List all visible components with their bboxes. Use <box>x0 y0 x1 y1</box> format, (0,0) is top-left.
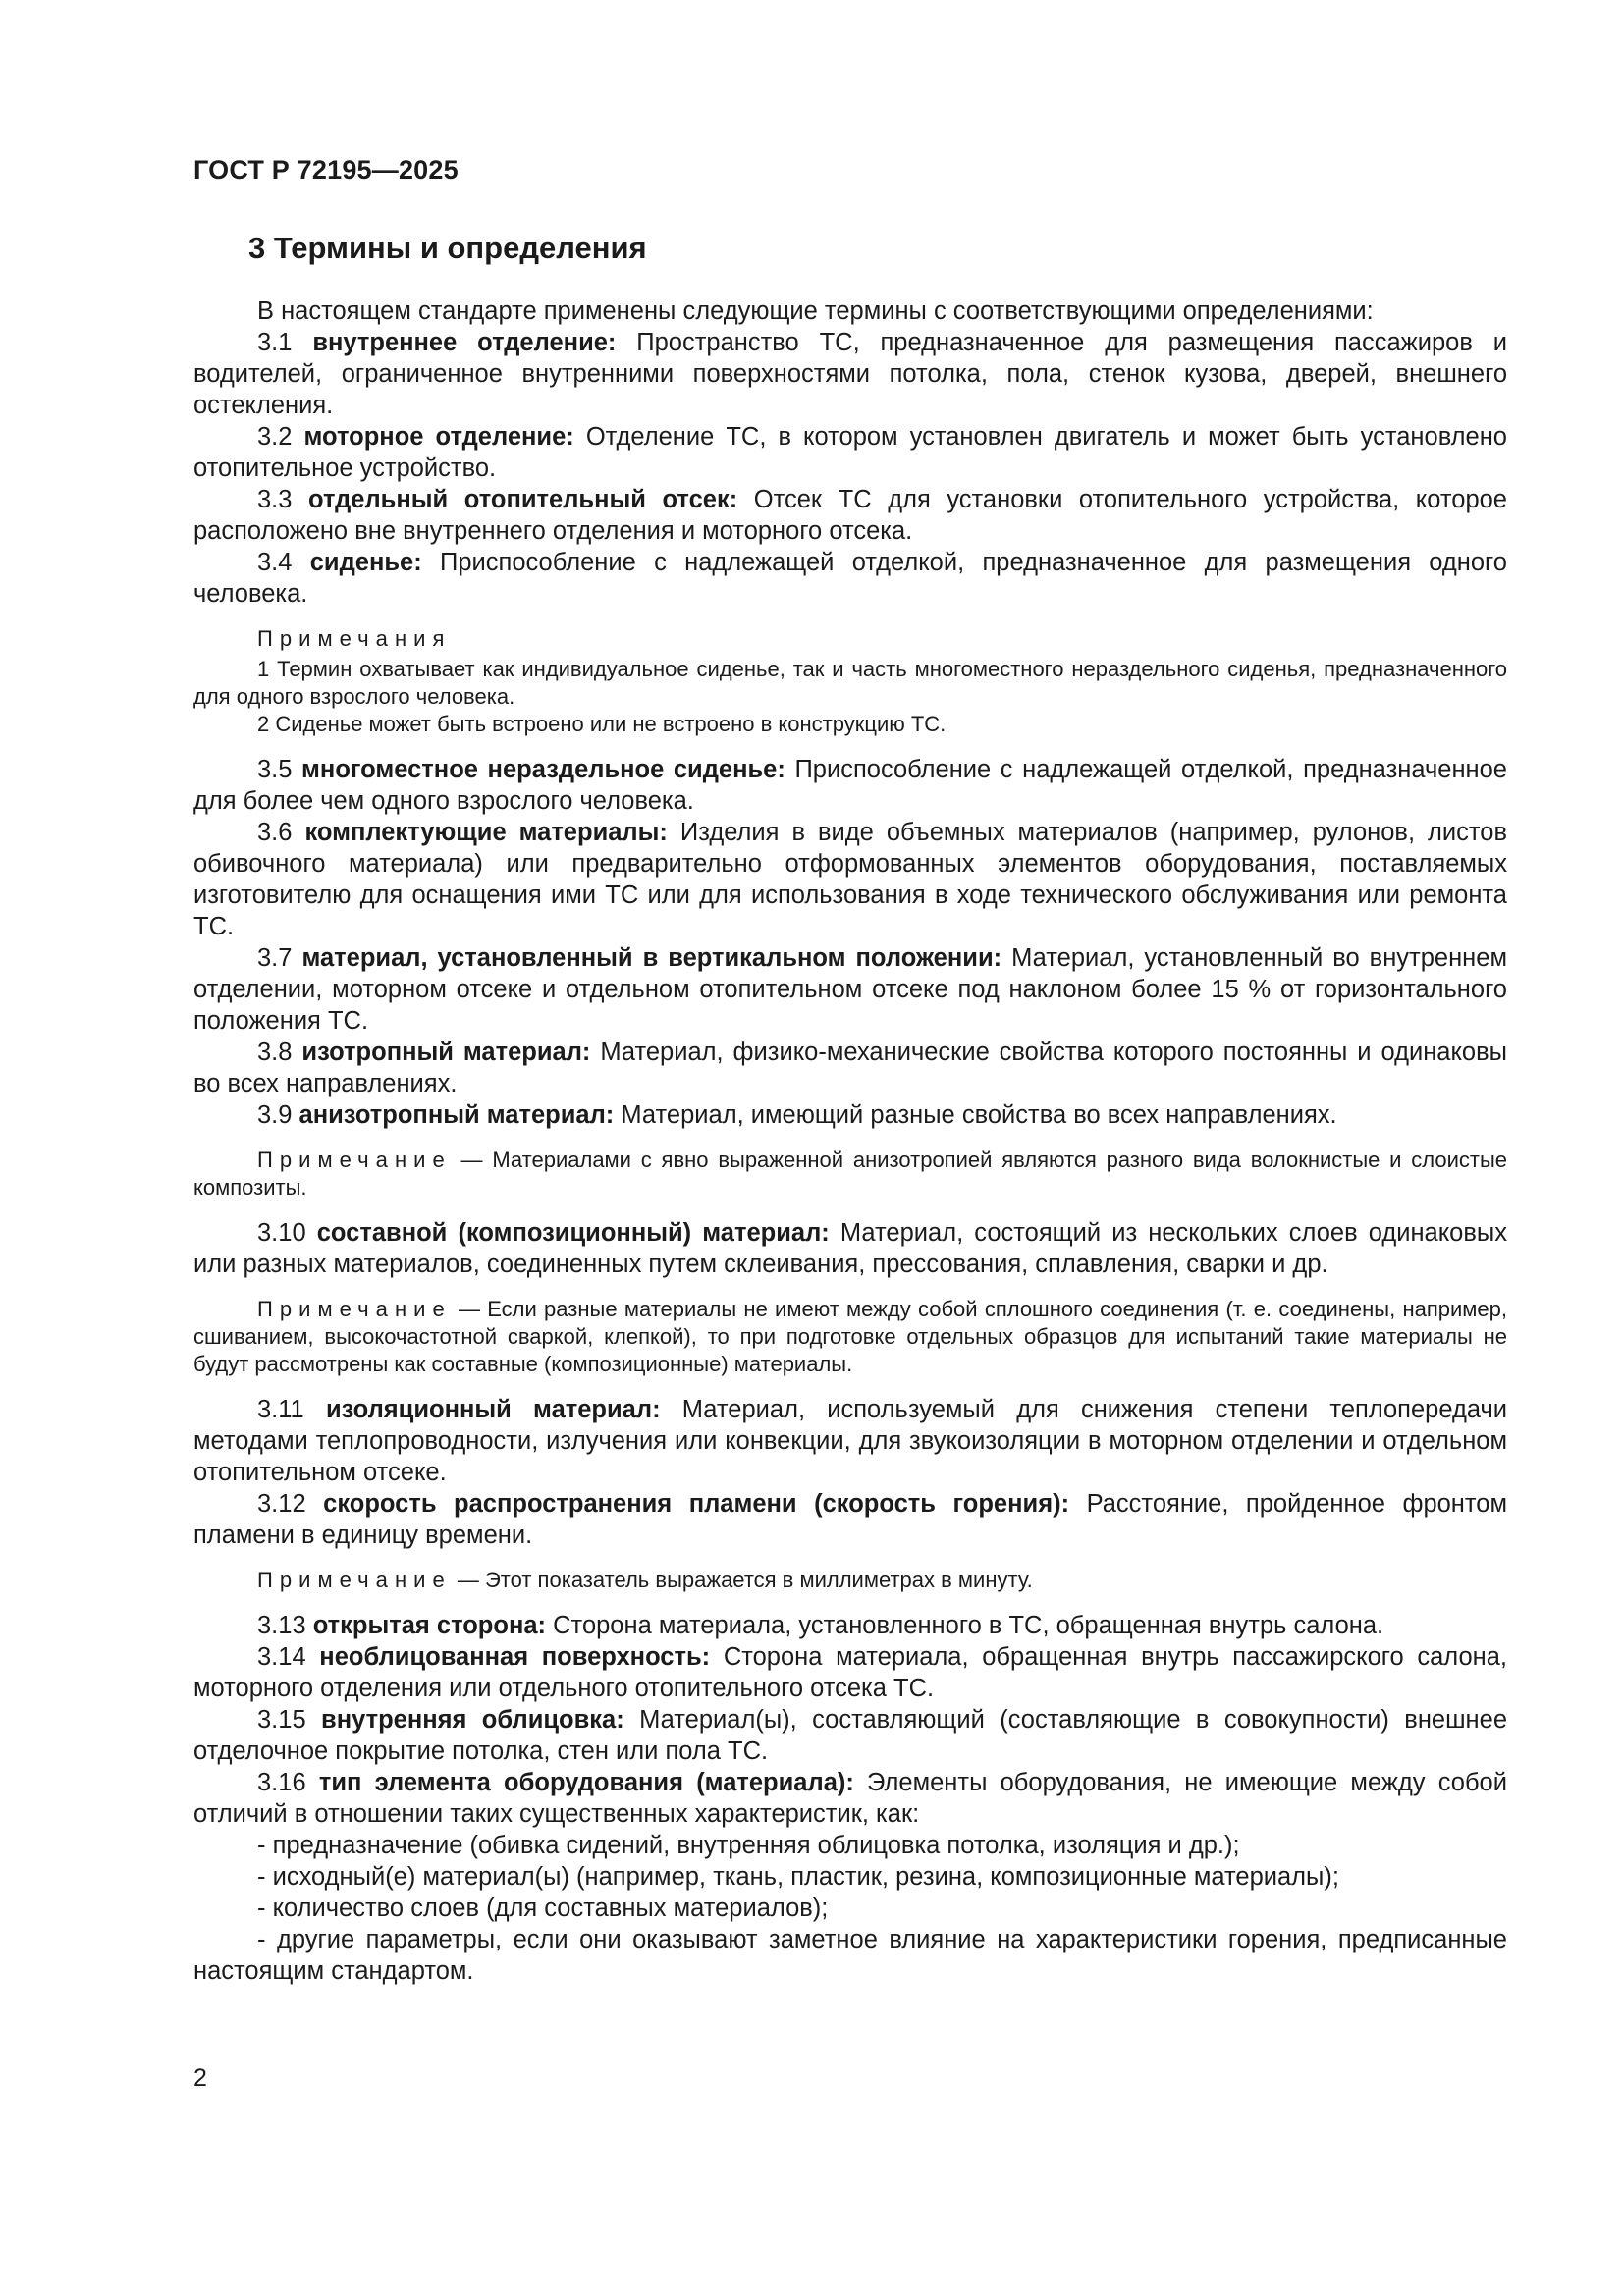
term-number: 3.14 <box>257 1643 320 1671</box>
term-title: моторное отделение: <box>303 423 574 451</box>
term-3-3 <box>193 484 1507 547</box>
term-number: 3.16 <box>257 1769 319 1796</box>
term-3-11 <box>193 1394 1507 1488</box>
term-3-12 <box>193 1488 1507 1551</box>
term-definition: Отсек ТС для установки отопительного устройства, которое расположено вне внутреннего отделения и моторного отсека. <box>193 486 1507 545</box>
term-number: 3.10 <box>257 1219 317 1247</box>
term-title: скорость распространения пламени (скорость горения): <box>323 1490 1070 1518</box>
term-number: 3.3 <box>257 486 309 513</box>
term-number: 3.6 <box>257 819 305 846</box>
term-3-2 <box>193 421 1507 484</box>
term-number: 3.2 <box>257 423 304 451</box>
note-text: — Если разные материалы не имеют между собой сплошного соединения (т. е. соединены, например, сшиванием, высокочастотной сваркой, клепкой), то при подготовке отдельных образцов для испытаний такие материалы не будут рассмотрены как составные (композиционные) материалы. <box>193 1297 1507 1376</box>
term-definition: Отделение ТС, в котором установлен двигатель и может быть установлено отопительное устройство. <box>193 423 1507 482</box>
term-number: 3.11 <box>257 1396 326 1423</box>
list-item: - количество слоев (для составных материалов); <box>257 1895 829 1922</box>
term-3-5 <box>193 754 1507 817</box>
term-definition: Сторона материала, обращенная внутрь пассажирского салона, моторного отделения или отдельного отопительного отсека ТС. <box>193 1643 1507 1702</box>
note-label: Примечание <box>257 1148 452 1172</box>
term-3-4 <box>193 547 1507 610</box>
note-item-2: 2 Сиденье может быть встроено или не встроено в конструкцию ТС. <box>257 712 947 736</box>
term-title: отдельный отопительный отсек: <box>308 486 738 513</box>
note-label: Примечание <box>257 1297 452 1321</box>
term-3-6 <box>193 817 1507 942</box>
note-paragraph <box>193 1296 1507 1378</box>
notes-header: Примечания <box>257 626 452 651</box>
term-title: материал, установленный в вертикальном положении: <box>301 944 1002 972</box>
list-item: - другие параметры, если они оказывают заметное влияние на характеристики горения, предписанные настоящим стандартом. <box>193 1926 1507 1985</box>
term-title: тип элемента оборудования (материала): <box>318 1769 854 1796</box>
note-block <box>193 1147 1507 1201</box>
term-definition: Материал, установленный во внутреннем отделении, моторном отсеке и отдельном отопительном отсеке под наклоном более 15 % от горизонтального положения ТС. <box>193 944 1507 1035</box>
term-3-7 <box>193 942 1507 1037</box>
term-definition: Материал, состоящий из нескольких слоев одинаковых или разных материалов, соединенных путем склеивания, прессования, сплавления, сварки и др. <box>193 1219 1507 1278</box>
term-title: анизотропный материал: <box>298 1101 615 1129</box>
term-3-16 <box>193 1767 1507 1830</box>
note-text: — Материалами с явно выраженной анизотропией являются разного вида волокнистые и слоистые композиты. <box>193 1148 1507 1200</box>
term-title: комплектующие материалы: <box>304 819 668 846</box>
term-number: 3.8 <box>257 1039 302 1066</box>
term-definition: Приспособление с надлежащей отделкой, предназначенное для более чем одного взрослого человека. <box>193 756 1507 815</box>
notes-block <box>193 625 1507 738</box>
term-number: 3.5 <box>257 756 302 783</box>
note-paragraph <box>193 1567 1507 1594</box>
intro-paragraph: В настоящем стандарте применены следующие термины с соответствующими определениями: <box>257 297 1374 325</box>
term-definition: Расстояние, пройденное фронтом пламени в единицу времени. <box>193 1490 1507 1549</box>
doc-code-header: ГОСТ Р 72195—2025 <box>193 155 459 185</box>
term-definition: Пространство ТС, предназначенное для размещения пассажиров и водителей, ограниченное внутренними поверхностями потолка, пола, стенок кузова, дверей, внешнего остекления. <box>193 329 1507 419</box>
term-definition: Изделия в виде объемных материалов (например, рулонов, листов обивочного материала) или предварительно отформованных элементов оборудования, поставляемых изготовителю для оснащения ими ТС или для использования в ходе технического обслуживания или ремонта ТС. <box>193 819 1508 940</box>
term-definition: Элементы оборудования, не имеющие между собой отличий в отношении таких существенных характеристик, как: <box>193 1769 1507 1828</box>
term-title: открытая сторона: <box>312 1612 547 1639</box>
term-number: 3.13 <box>257 1612 313 1639</box>
list-item: - исходный(е) материал(ы) (например, ткань, пластик, резина, композиционные материалы); <box>257 1863 1339 1891</box>
term-title: сиденье: <box>309 549 422 576</box>
note-block <box>193 1296 1507 1378</box>
note-item-1: 1 Термин охватывает как индивидуальное сиденье, так и часть многоместного нераздельного сиденья, предназначенного для одного взрослого человека. <box>193 657 1507 709</box>
term-3-14 <box>193 1641 1507 1704</box>
term-definition: Материал, используемый для снижения степени теплопередачи методами теплопроводности, излучения или конвекции, для звукоизоляции в моторном отделении и отдельном отопительном отсеке. <box>193 1396 1507 1486</box>
section-heading: 3 Термины и определения <box>248 231 647 265</box>
note-text: — Этот показатель выражается в миллиметрах в минуту. <box>451 1568 1033 1592</box>
list-item: - предназначение (обивка сидений, внутренняя облицовка потолка, изоляция и др.); <box>257 1832 1240 1859</box>
term-3-13 <box>193 1610 1507 1641</box>
note-label: Примечание <box>257 1568 452 1592</box>
term-title: внутренняя облицовка: <box>321 1706 624 1734</box>
term-number: 3.4 <box>257 549 310 576</box>
term-3-8 <box>193 1037 1507 1099</box>
term-number: 3.9 <box>257 1101 299 1129</box>
term-definition: Сторона материала, установленного в ТС, обращенная внутрь салона. <box>546 1612 1384 1639</box>
term-title: изоляционный материал: <box>325 1396 661 1423</box>
term-definition: Материал(ы), составляющий (составляющие в совокупности) внешнее отделочное покрытие потолка, стен или пола ТС. <box>193 1706 1508 1765</box>
term-3-10 <box>193 1217 1507 1280</box>
term-3-9 <box>193 1099 1507 1131</box>
term-3-15 <box>193 1704 1507 1767</box>
page-number: 2 <box>193 2064 207 2092</box>
term-definition: Материал, физико-механические свойства которого постоянны и одинаковы во всех направлениях. <box>193 1039 1507 1097</box>
term-title: внутреннее отделение: <box>312 329 617 356</box>
term-number: 3.7 <box>257 944 302 972</box>
term-title: необлицованная поверхность: <box>319 1643 711 1671</box>
term-definition: Материал, имеющий разные свойства во всех направлениях. <box>614 1101 1337 1129</box>
note-block <box>193 1567 1507 1594</box>
term-definition: Приспособление с надлежащей отделкой, предназначенное для размещения одного человека. <box>193 549 1507 608</box>
term-number: 3.15 <box>257 1706 322 1734</box>
term-title: многоместное нераздельное сиденье: <box>301 756 785 783</box>
term-title: изотропный материал: <box>301 1039 591 1066</box>
term-3-1 <box>193 327 1507 421</box>
term-number: 3.12 <box>257 1490 324 1518</box>
page-content <box>193 155 1507 1987</box>
term-title: составной (композиционный) материал: <box>316 1219 830 1247</box>
term-number: 3.1 <box>257 329 313 356</box>
note-paragraph <box>193 1147 1507 1201</box>
